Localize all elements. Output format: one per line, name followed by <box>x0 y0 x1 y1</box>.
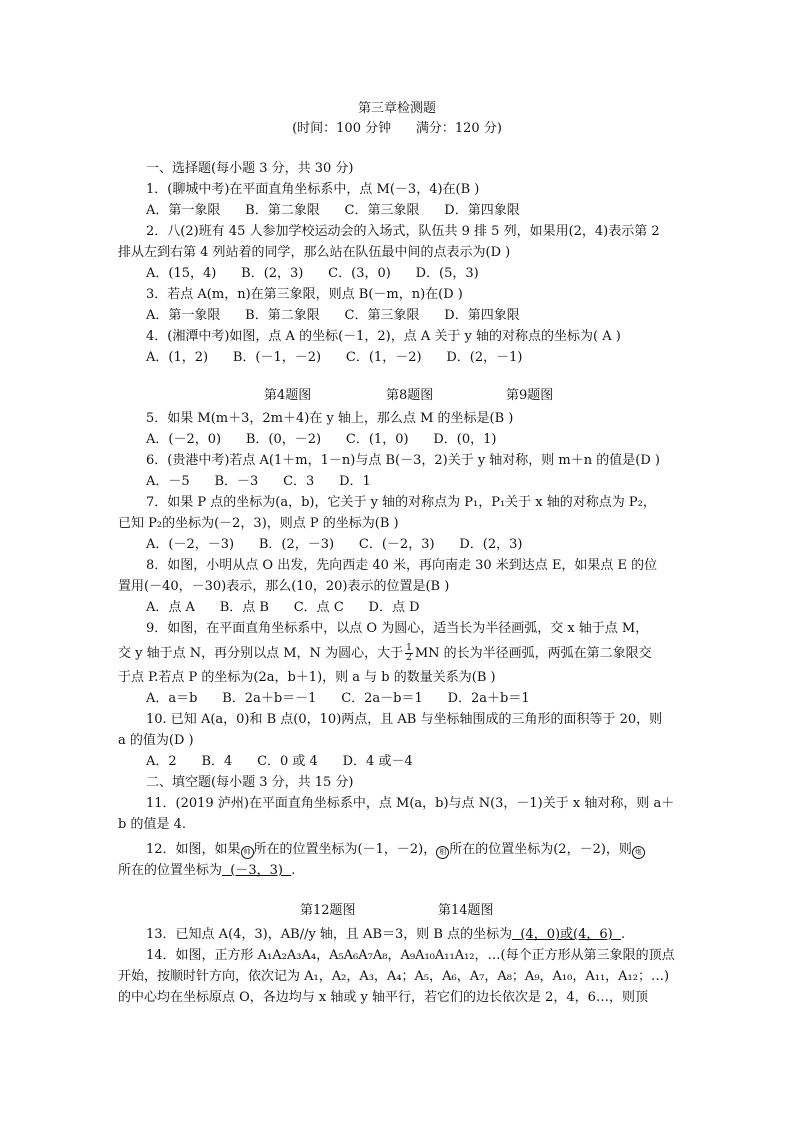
page-title: 第三章检测题 <box>357 101 436 116</box>
q9-line3: 于点 P.若点 P 的坐标为(2a，b＋1)，则 a 与 b 的数量关系为(B ) <box>118 670 496 685</box>
figure-caption-8: 第8题图 <box>386 388 434 403</box>
q6-stem: 6．(贵港中考)若点 A(1＋m，1－n)与点 B(－3，2)关于 y 轴对称，则 m＋n 的值是(D ) <box>146 453 660 468</box>
q2-line1: 2．八(2)班有 45 人参加学校运动会的入场式，队伍共 9 排 5 列，如果用(2，4)表示第 2 <box>146 224 660 239</box>
q10-line2: a 的值为(D ) <box>118 733 194 748</box>
section-heading-choice: 一、选择题(每小题 3 分，共 30 分) <box>146 161 354 176</box>
q7-line2: 已知 P₂的坐标为(－2，3)，则点 P 的坐标为(B ) <box>118 516 399 531</box>
q11-line2: b 的值是 4. <box>118 817 186 832</box>
q14-line1: 14．如图，正方形 A₁A₂A₃A₄，A₅A₆A₇A₈，A₉A₁₀A₁₁A₁₂，…(每个正方形从第三象限的顶点 <box>146 948 675 963</box>
q9-line2-start: 交 y 轴于点 N，再分别以点 M，N 为圆心，大于 <box>118 646 404 661</box>
q12-answer: (－3，3) <box>230 863 283 878</box>
q6-options: A．－5 B．－3 C．3 D．1 <box>146 474 371 489</box>
q1-stem: 1．(聊城中考)在平面直角坐标系中，点 M(－3，4)在(B ) <box>146 182 480 197</box>
q8-options: A．点 A B．点 B C．点 C D．点 D <box>146 600 420 615</box>
exam-meta: (时间：100 分钟 满分：120 分) <box>292 121 502 136</box>
q5-options: A．(－2，0) B．(0，－2) C．(1，0) D．(0，1) <box>146 432 497 447</box>
q12-text-c: 所在的位置坐标为(2，－2)，则 <box>449 842 632 857</box>
q8-line1: 8．如图，小明从点 O 出发，先向西走 40 米，再向南走 30 米到达点 E，如果点 E 的位 <box>146 558 658 573</box>
q9-line1: 9．如图，在平面直角坐标系中，以点 O 为圆心，适当长为半径画弧，交 x 轴于点 M， <box>146 621 649 636</box>
q1-options: A．第一象限 B．第二象限 C．第三象限 D．第四象限 <box>146 203 520 218</box>
q13-text-b: . <box>621 927 626 942</box>
q12-text-d: 所在的位置坐标为 <box>118 863 223 878</box>
figure-caption-9: 第9题图 <box>506 388 554 403</box>
q13-answer: (4，0)或(4，6) <box>520 927 613 942</box>
q10-line1: 10. 已知 A(a，0)和 B 点(0，10)两点，且 AB 与坐标轴围成的三角形的面积等于 20，则 <box>146 712 663 727</box>
figure-caption-14: 第14题图 <box>438 903 494 918</box>
q12-text-b: 所在的位置坐标为(－1，－2)， <box>253 842 437 857</box>
figure-caption-4: 第4题图 <box>264 388 312 403</box>
q4-options: A．(1，2) B．(－1，－2) C．(1，－2) D．(2，－1) <box>146 350 523 365</box>
fraction-numerator: 1 <box>406 643 412 653</box>
q5-stem: 5．如果 M(m＋3，2m＋4)在 y 轴上，那么点 M 的坐标是(B ) <box>146 411 514 426</box>
q8-line2: 置用(－40，－30)表示，那么(10，20)表示的位置是(B ) <box>118 579 450 594</box>
q14-line2: 开始，按顺时针方向，依次记为 A₁，A₂，A₃，A₄；A₅，A₆，A₇，A₈；A₉，A₁₀，A₁₁，A₁₂；…) <box>118 969 670 984</box>
q12-text-a: 12．如图，如果 <box>146 842 241 857</box>
q11-line1: 11．(2019 泸州)在平面直角坐标系中，点 M(a，b)与点 N(3，－1)关于 x 轴对称，则 a＋ <box>146 796 675 811</box>
q10-options: A．2 B．4 C．0 或 4 D．4 或－4 <box>146 754 413 769</box>
q12-text-e: . <box>291 863 296 878</box>
q12-line2 <box>118 862 295 880</box>
q14-line3: 的中心均在坐标原点 O，各边均与 x 轴或 y 轴平行，若它们的边长依次是 2，4，6…，则顶 <box>118 990 648 1005</box>
q13-text-a: 13．已知点 A(4，3)，AB//y 轴，且 AB＝3，则 B 点的坐标为 <box>146 927 513 942</box>
q12-line1 <box>146 841 645 859</box>
q12-answer-blank <box>222 863 291 878</box>
q13-answer-blank <box>512 927 621 942</box>
q9-line2 <box>118 644 652 663</box>
figure-caption-12: 第12题图 <box>300 903 356 918</box>
chess-piece-xiang-icon: 相 <box>436 846 449 859</box>
q3-options: A．第一象限 B．第二象限 C．第三象限 D．第四象限 <box>146 308 520 323</box>
q3-stem: 3．若点 A(m，n)在第三象限，则点 B(－m，n)在(D ) <box>146 287 463 302</box>
fraction-one-half <box>405 644 413 663</box>
q4-stem: 4．(湘潭中考)如图，点 A 的坐标(－1，2)，点 A 关于 y 轴的对称点的坐标为( A ) <box>146 329 621 344</box>
chess-piece-pao-icon: 炮 <box>632 846 645 859</box>
fraction-denominator: 2 <box>406 653 412 663</box>
chess-piece-shuai-icon: 帅 <box>241 846 254 859</box>
q7-line1: 7．如果 P 点的坐标为(a，b)，它关于 y 轴的对称点为 P₁，P₁关于 x 轴的对称点为 P₂， <box>146 495 656 510</box>
q13-line1 <box>146 926 625 944</box>
q2-options: A．(15，4) B．(2，3) C．(3，0) D．(5，3) <box>146 266 479 281</box>
q9-options: A．a＝b B．2a＋b＝－1 C．2a－b＝1 D．2a＋b＝1 <box>146 691 530 706</box>
q7-options: A．(－2，－3) B．(2，－3) C．(－2，3) D．(2，3) <box>146 537 523 552</box>
q9-line2-end: MN 的长为半径画弧，两弧在第二象限交 <box>414 646 652 661</box>
section-heading-fill: 二、填空题(每小题 3 分，共 15 分) <box>146 775 354 790</box>
q2-line2: 排从左到右第 4 列站着的同学，那么站在队伍最中间的点表示为(D ) <box>118 245 511 260</box>
